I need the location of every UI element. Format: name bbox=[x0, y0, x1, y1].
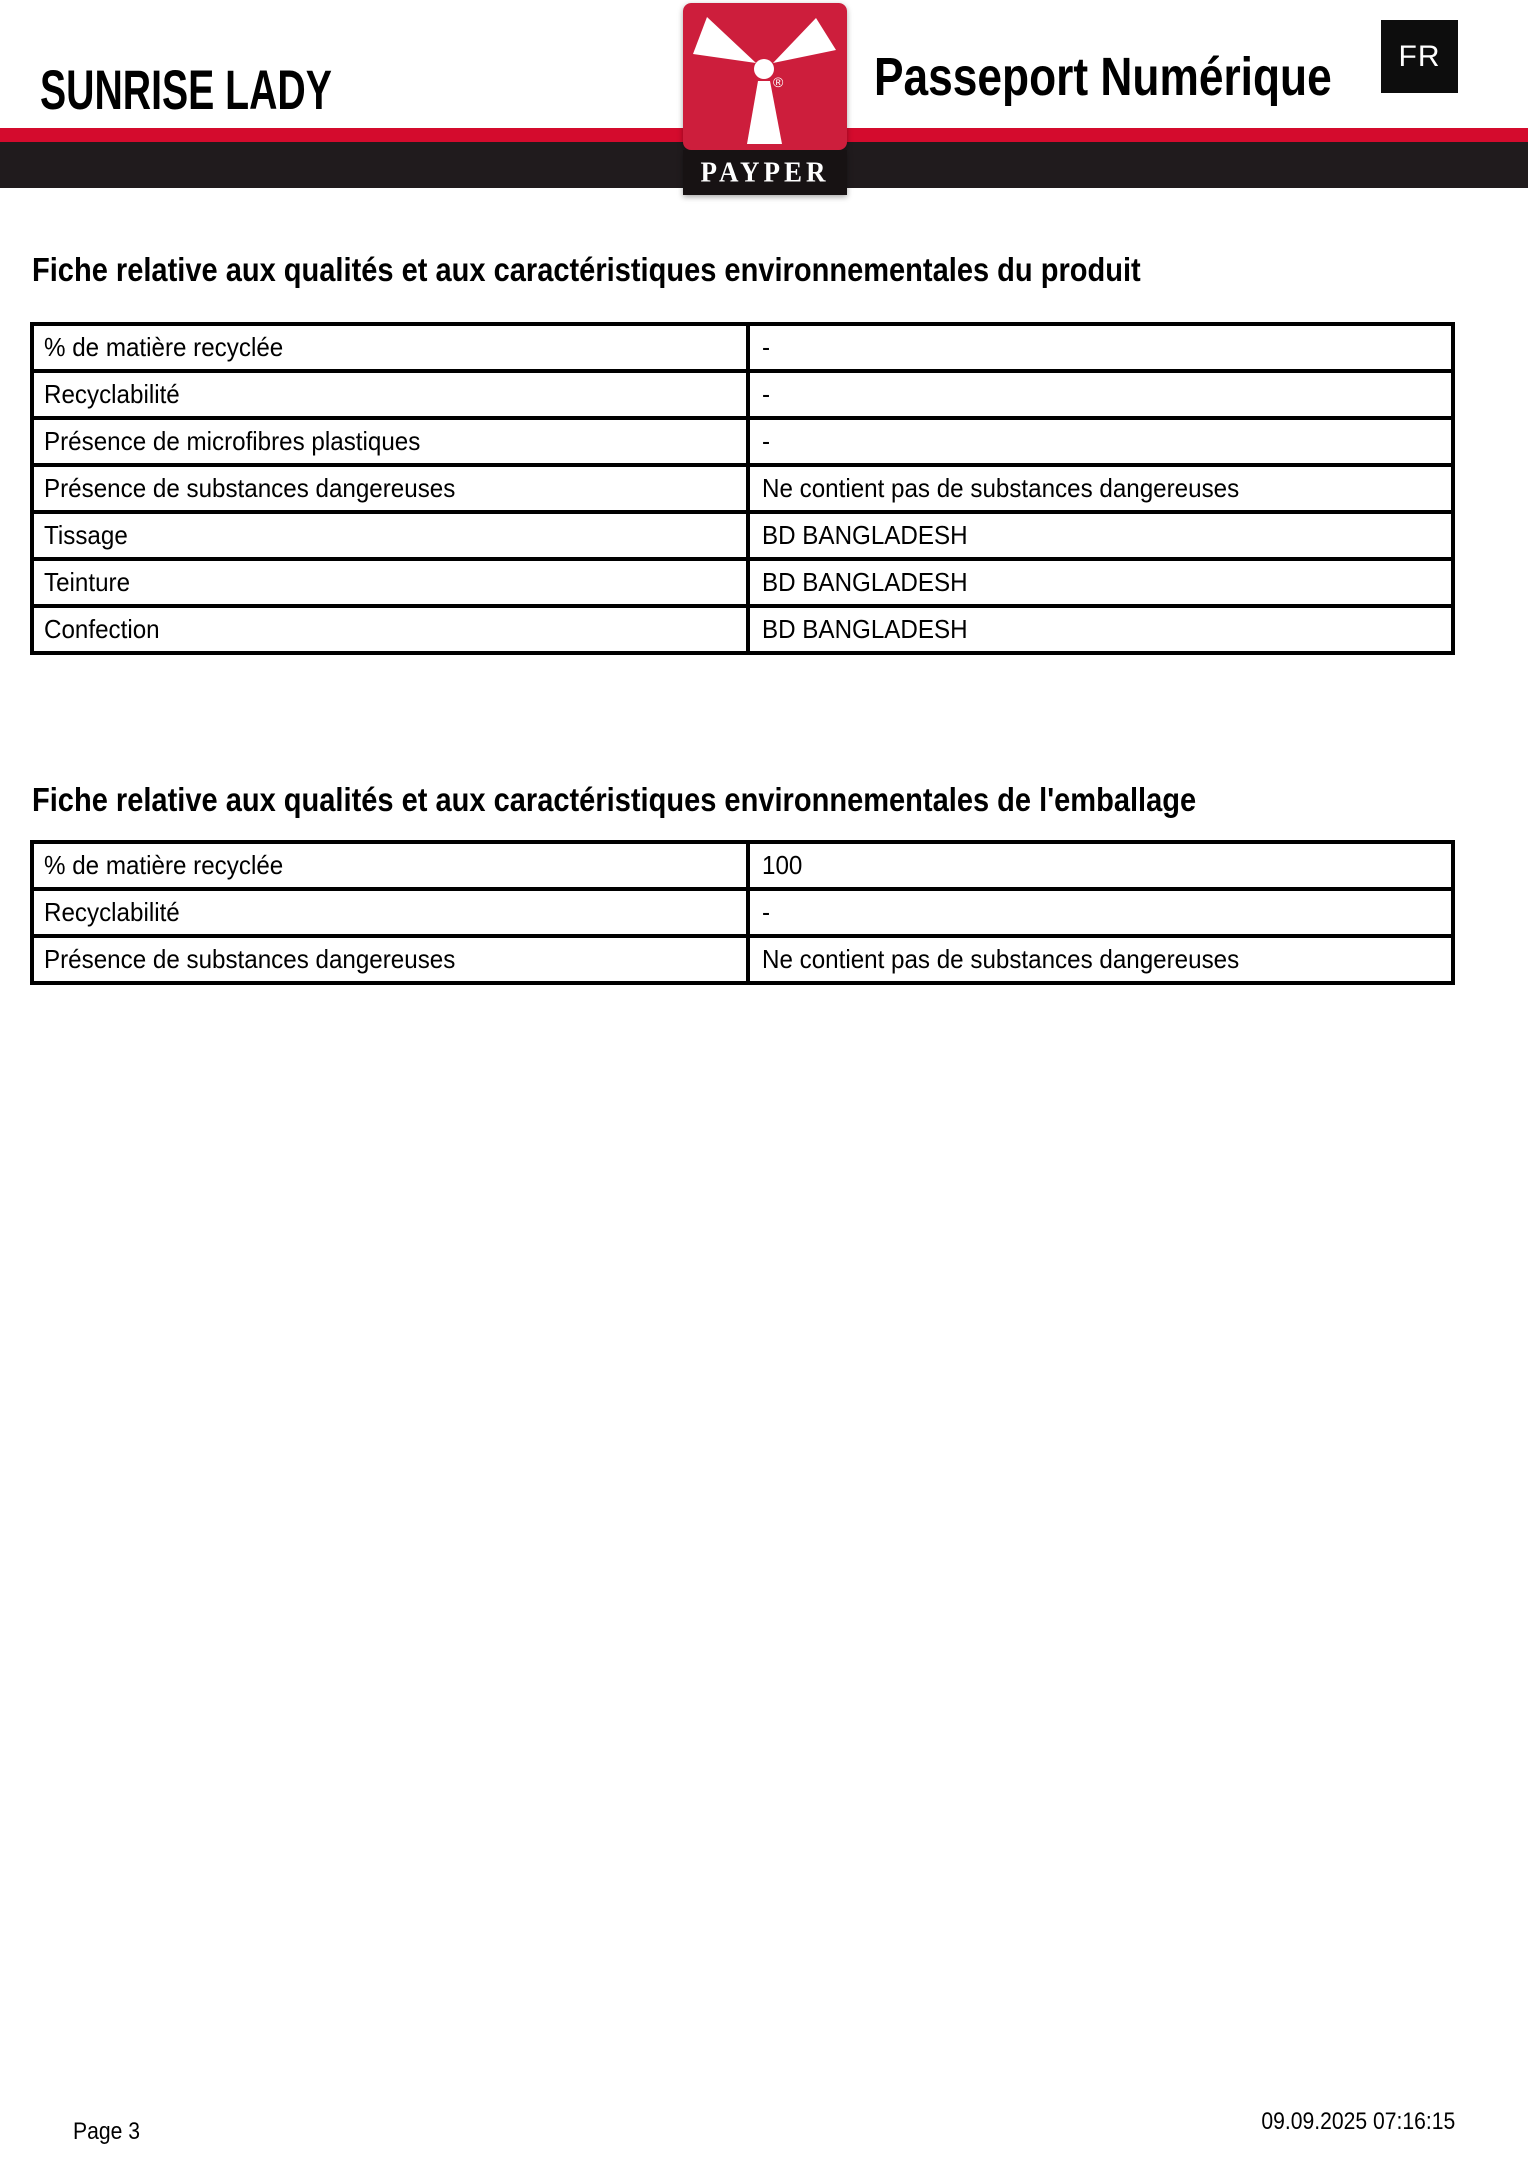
attribute-label: % de matière recyclée bbox=[44, 332, 284, 362]
packaging-environment-table bbox=[30, 840, 1455, 985]
attribute-value: Ne contient pas de substances dangereuses bbox=[762, 473, 1240, 503]
attribute-value-cell bbox=[750, 561, 1451, 604]
table-row bbox=[34, 608, 1451, 651]
attribute-label: Recyclabilité bbox=[44, 897, 180, 927]
section-title-product-text: Fiche relative aux qualités et aux caractéristiques environnementales du produit bbox=[32, 251, 1141, 288]
product-name-text: SUNRISE LADY bbox=[40, 58, 332, 121]
pinwheel-icon bbox=[683, 3, 847, 150]
attribute-label: Recyclabilité bbox=[44, 379, 180, 409]
attribute-value-cell bbox=[750, 844, 1451, 887]
language-badge-label: FR bbox=[1398, 39, 1441, 73]
table-row bbox=[34, 938, 1451, 981]
table-row bbox=[34, 514, 1451, 561]
attribute-label-cell bbox=[34, 514, 750, 557]
section-title-product bbox=[32, 252, 1292, 288]
document-title bbox=[874, 47, 1432, 107]
attribute-label-cell bbox=[34, 373, 750, 416]
attribute-label-cell bbox=[34, 420, 750, 463]
attribute-value-cell bbox=[750, 467, 1451, 510]
attribute-value: 100 bbox=[762, 850, 803, 880]
attribute-value-cell bbox=[750, 326, 1451, 369]
table-row bbox=[34, 373, 1451, 420]
timestamp bbox=[1235, 2108, 1455, 2136]
attribute-label-cell bbox=[34, 608, 750, 651]
document-title-text: Passeport Numérique bbox=[874, 47, 1332, 107]
attribute-label-cell bbox=[34, 938, 750, 981]
attribute-label: Présence de microfibres plastiques bbox=[44, 426, 421, 456]
attribute-value-cell bbox=[750, 514, 1451, 557]
table-row bbox=[34, 891, 1451, 938]
section-title-packaging bbox=[32, 782, 1355, 818]
attribute-value-cell bbox=[750, 373, 1451, 416]
table-row bbox=[34, 844, 1451, 891]
attribute-value: - bbox=[762, 897, 771, 927]
product-environment-table bbox=[30, 322, 1455, 655]
registered-mark: ® bbox=[773, 74, 784, 90]
attribute-label: Confection bbox=[44, 614, 160, 644]
attribute-value: - bbox=[762, 332, 771, 362]
attribute-label: Présence de substances dangereuses bbox=[44, 473, 456, 503]
table-row bbox=[34, 467, 1451, 514]
header bbox=[0, 0, 1528, 195]
payper-logo bbox=[683, 3, 847, 195]
timestamp-text: 09.09.2025 07:16:15 bbox=[1261, 2108, 1455, 2135]
language-badge bbox=[1381, 20, 1458, 93]
attribute-value: BD BANGLADESH bbox=[762, 567, 968, 597]
product-name bbox=[40, 58, 457, 121]
attribute-value: BD BANGLADESH bbox=[762, 614, 968, 644]
table-row bbox=[34, 420, 1451, 467]
table-row bbox=[34, 561, 1451, 608]
attribute-label: Teinture bbox=[44, 567, 131, 597]
attribute-label-cell bbox=[34, 891, 750, 934]
attribute-value: - bbox=[762, 426, 771, 456]
attribute-label-cell bbox=[34, 326, 750, 369]
attribute-label: Présence de substances dangereuses bbox=[44, 944, 456, 974]
attribute-label-cell bbox=[34, 467, 750, 510]
attribute-label: % de matière recyclée bbox=[44, 850, 284, 880]
attribute-label-cell bbox=[34, 844, 750, 887]
attribute-value-cell bbox=[750, 608, 1451, 651]
attribute-value: - bbox=[762, 379, 771, 409]
attribute-value-cell bbox=[750, 938, 1451, 981]
attribute-label-cell bbox=[34, 561, 750, 604]
attribute-value-cell bbox=[750, 420, 1451, 463]
brand-wordmark-text: PAYPER bbox=[700, 156, 830, 188]
section-title-packaging-text: Fiche relative aux qualités et aux caractéristiques environnementales de l'emballage bbox=[32, 781, 1197, 818]
page-number bbox=[73, 2118, 149, 2146]
brand-wordmark bbox=[683, 150, 847, 195]
page-number-text: Page 3 bbox=[73, 2118, 140, 2145]
attribute-value: Ne contient pas de substances dangereuses bbox=[762, 944, 1240, 974]
attribute-label: Tissage bbox=[44, 520, 128, 550]
attribute-value-cell bbox=[750, 891, 1451, 934]
table-row bbox=[34, 326, 1451, 373]
attribute-value: BD BANGLADESH bbox=[762, 520, 968, 550]
